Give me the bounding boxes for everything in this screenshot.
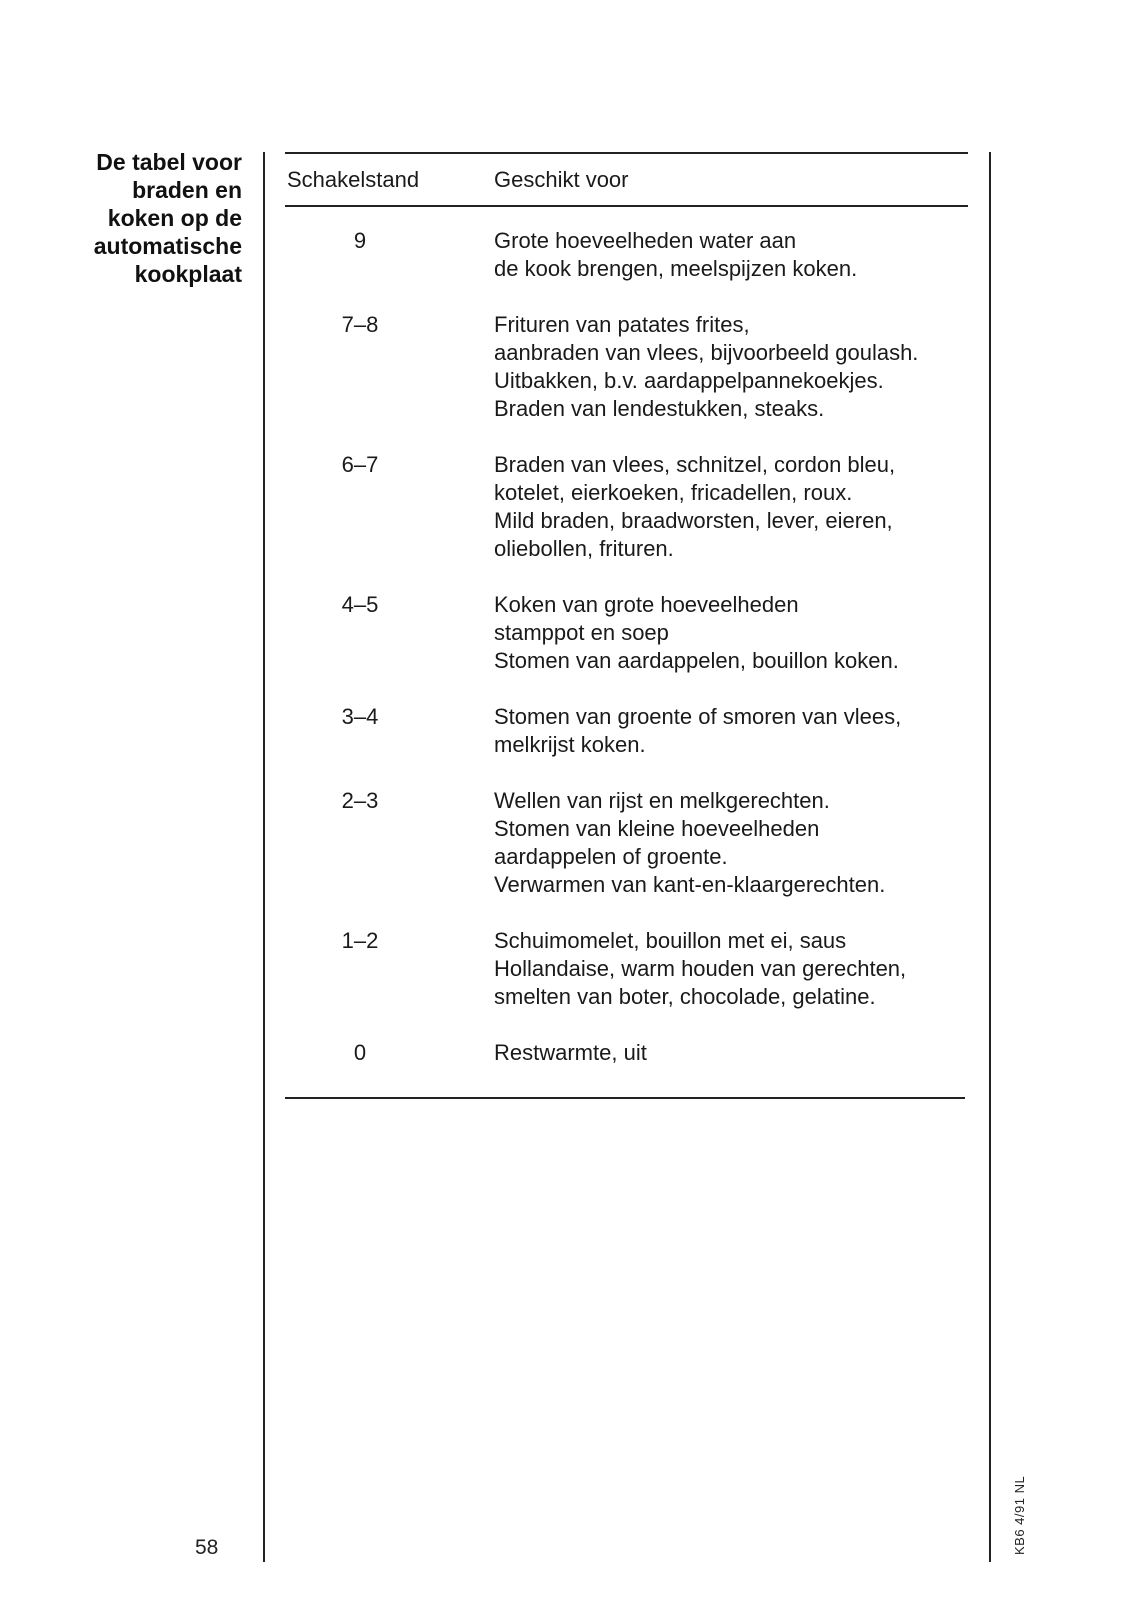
use-description (494, 927, 968, 1011)
use-description-line: Schuimomelet, bouillon met ei, saus (494, 927, 847, 953)
use-description-line: de kook brengen, meelspijzen koken. (494, 255, 858, 281)
use-description-line: stamppot en soep (494, 619, 669, 645)
table-row (285, 451, 968, 563)
use-description-line: Stomen van groente of smoren van vlees, (494, 703, 902, 729)
table-row (285, 787, 968, 899)
section-title-line: braden en (132, 177, 242, 203)
table-bottom-rule (285, 1097, 965, 1099)
use-description-line: Verwarmen van kant-en-klaargerechten. (494, 871, 886, 897)
table-body (285, 207, 968, 1067)
use-description-line: Koken van grote hoeveelheden (494, 591, 799, 617)
use-description-line: aanbraden van vlees, bijvoorbeeld goulash. (494, 339, 919, 365)
table-row (285, 591, 968, 675)
setting-value: 1–2 (341, 927, 379, 953)
use-description-line: Stomen van aardappelen, bouillon koken. (494, 647, 899, 673)
use-description-line: aardappelen of groente. (494, 843, 728, 869)
use-description-line: melkrijst koken. (494, 731, 646, 757)
setting-value: 9 (353, 227, 367, 253)
use-description-line: Wellen van rijst en melkgerechten. (494, 787, 830, 813)
use-description (494, 703, 968, 759)
table-row (285, 1039, 968, 1067)
use-description-line: Hollandaise, warm houden van gerechten, (494, 955, 907, 981)
section-title-line: kookplaat (134, 261, 242, 287)
settings-table (285, 152, 968, 1095)
setting-value: 2–3 (341, 787, 379, 813)
document-code: KB6 4/91 NL (1012, 1475, 1027, 1555)
use-description-line: Stomen van kleine hoeveelheden (494, 815, 820, 841)
use-description (494, 311, 968, 423)
use-description-line: kotelet, eierkoeken, fricadellen, roux. (494, 479, 853, 505)
setting-value: 0 (353, 1039, 367, 1065)
table-row (285, 927, 968, 1011)
setting-value: 4–5 (341, 591, 379, 617)
page-number: 58 (195, 1536, 219, 1559)
section-title (40, 148, 242, 288)
use-description-line: Mild braden, braadworsten, lever, eieren, (494, 507, 893, 533)
section-title-line: De tabel voor (96, 149, 242, 175)
right-margin-rule (989, 152, 991, 1562)
use-description (494, 1039, 968, 1067)
use-description-line: Braden van lendestukken, steaks. (494, 395, 825, 421)
setting-value: 7–8 (341, 311, 379, 337)
use-description (494, 451, 968, 563)
header-use: Geschikt voor (494, 166, 629, 192)
use-description-line: Restwarmte, uit (494, 1039, 647, 1065)
use-description-line: oliebollen, frituren. (494, 535, 674, 561)
table-row (285, 311, 968, 423)
table-row (285, 703, 968, 759)
use-description (494, 591, 968, 675)
use-description-line: smelten van boter, chocolade, gelatine. (494, 983, 876, 1009)
use-description (494, 787, 968, 899)
use-description-line: Uitbakken, b.v. aardappelpannekoekjes. (494, 367, 884, 393)
section-title-line: koken op de (107, 205, 242, 231)
section-title-line: automatische (93, 233, 242, 259)
use-description-line: Grote hoeveelheden water aan (494, 227, 797, 253)
setting-value: 3–4 (341, 703, 379, 729)
setting-value: 6–7 (341, 451, 379, 477)
use-description-line: Braden van vlees, schnitzel, cordon bleu, (494, 451, 896, 477)
table-header-row (285, 154, 968, 205)
use-description-line: Frituren van patates frites, (494, 311, 750, 337)
left-margin-rule (263, 152, 265, 1562)
header-setting: Schakelstand (287, 166, 420, 192)
table-row (285, 227, 968, 283)
use-description (494, 227, 968, 283)
